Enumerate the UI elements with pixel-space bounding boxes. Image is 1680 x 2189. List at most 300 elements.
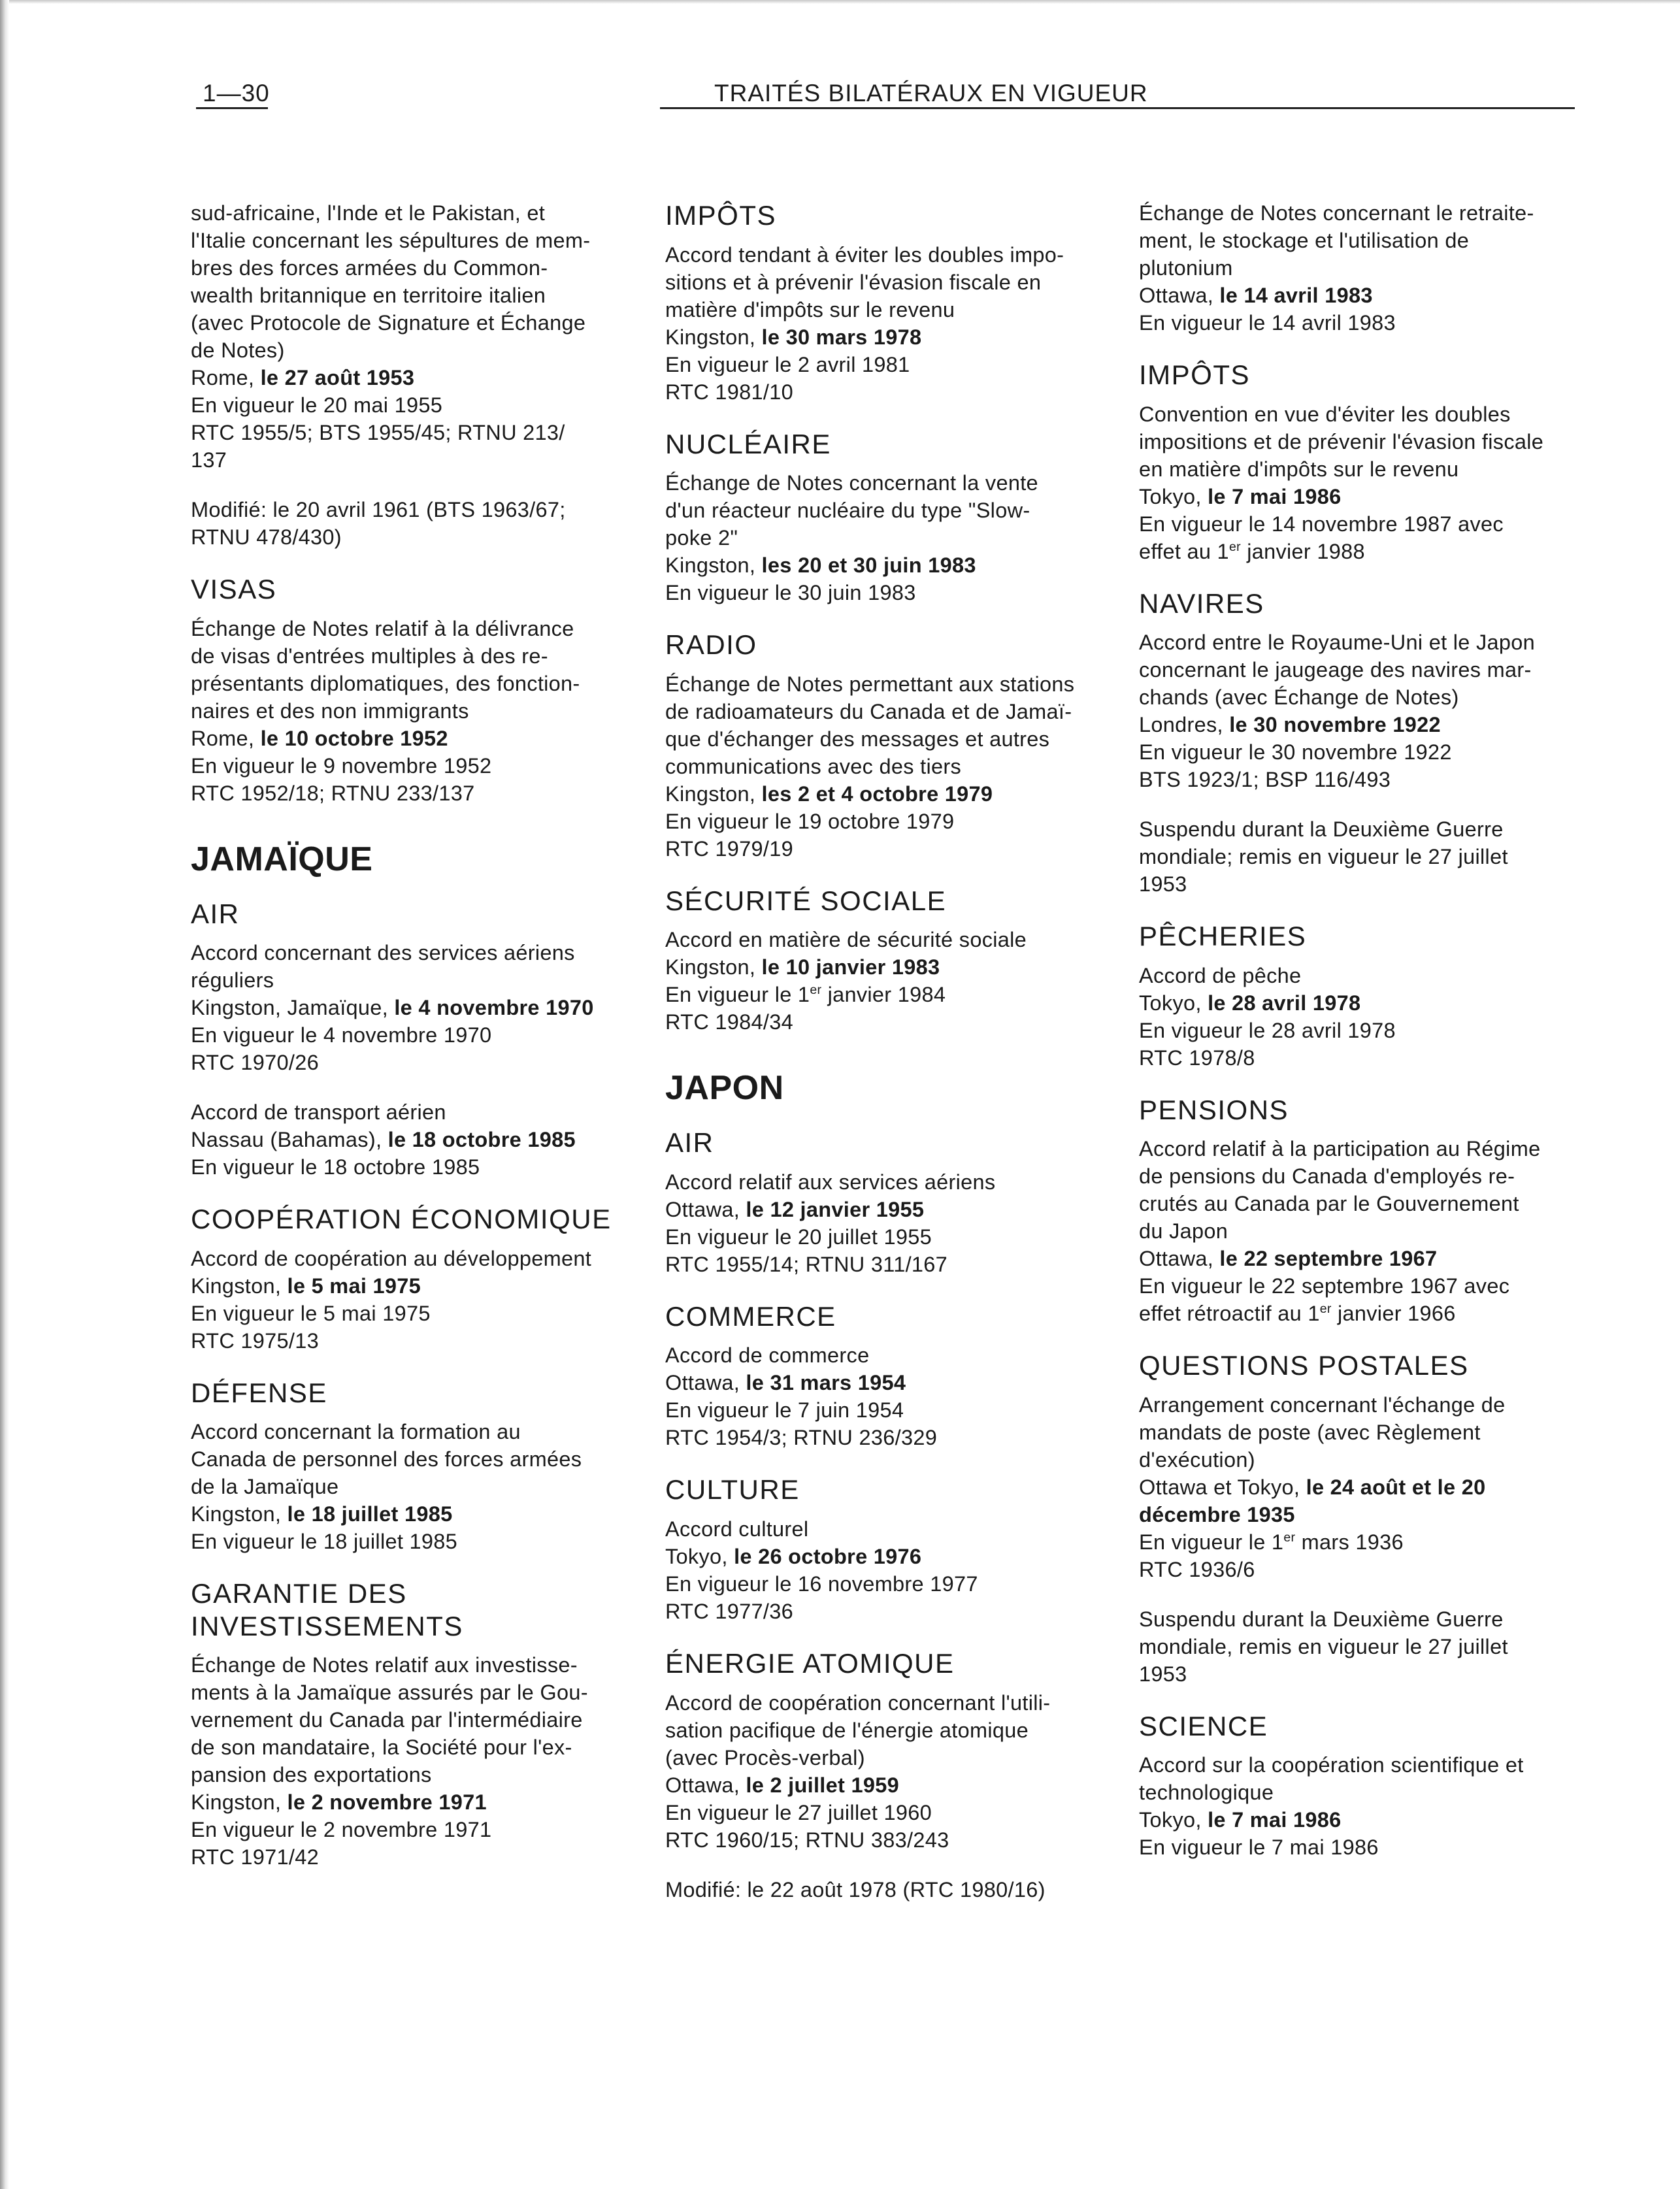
entry-line xyxy=(1139,843,1596,870)
signature-date: le 30 mars 1978 xyxy=(761,325,922,349)
running-title: TRAITÉS BILATÉRAUX EN VIGUEUR xyxy=(714,80,1148,107)
entry-line xyxy=(665,1876,1123,1903)
entry-line xyxy=(665,835,1123,863)
entry-line xyxy=(1139,962,1596,989)
entry-line xyxy=(1139,989,1596,1017)
entry-text: de visas d'entrées multiples à des re- xyxy=(191,644,548,668)
entry-line xyxy=(1139,309,1596,337)
entry-text: Tokyo, xyxy=(1139,484,1208,508)
entry-line xyxy=(665,725,1123,753)
signature-date: le 14 avril 1983 xyxy=(1219,284,1373,307)
entry-line xyxy=(1139,1528,1596,1556)
treaty-entry xyxy=(191,1418,648,1555)
entry-line xyxy=(665,378,1123,406)
entry-line xyxy=(1139,683,1596,711)
subject-heading: CULTURE xyxy=(665,1474,800,1506)
entry-line xyxy=(1139,1044,1596,1072)
entry-line xyxy=(665,1717,1123,1744)
entry-line xyxy=(1139,711,1596,738)
entry-line xyxy=(191,642,648,670)
entry-line xyxy=(1139,401,1596,428)
entry-text: Tokyo, xyxy=(1139,1808,1208,1832)
entry-line xyxy=(191,1126,648,1153)
entry-line xyxy=(665,1341,1123,1369)
entry-line xyxy=(1139,1272,1596,1300)
entry-line xyxy=(1139,455,1596,483)
entry-text: ment, le stockage et l'utilisation de xyxy=(1139,229,1470,252)
subject-heading: RADIO xyxy=(665,629,757,661)
entry-text: En vigueur le 16 novembre 1977 xyxy=(665,1572,978,1596)
subject-heading: VISAS xyxy=(191,574,277,604)
entry-text: En vigueur le 2 novembre 1971 xyxy=(191,1818,492,1842)
entry-text: de son mandataire, la Société pour l'ex- xyxy=(191,1736,572,1760)
entry-line xyxy=(191,1445,648,1473)
entry-text: Arrangement concernant l'échange de xyxy=(1139,1392,1506,1417)
entry-text: En vigueur le 14 avril 1983 xyxy=(1139,311,1396,335)
entry-line xyxy=(191,199,648,227)
entry-text: RTC 1984/34 xyxy=(665,1010,794,1034)
entry-line xyxy=(1139,1217,1596,1245)
entry-line xyxy=(1139,1245,1596,1272)
entry-text: Accord sur la coopération scientifique et xyxy=(1139,1753,1524,1777)
treaty-entry xyxy=(1139,815,1596,898)
entry-text: pansion des exportations xyxy=(191,1763,432,1787)
entry-text: Kingston, xyxy=(665,553,762,578)
entry-text: crutés au Canada par le Gouvernement xyxy=(1139,1192,1519,1216)
entry-line xyxy=(1139,1633,1596,1660)
entry-line xyxy=(1139,199,1596,227)
entry-text: RTC 1975/13 xyxy=(191,1328,320,1353)
running-header xyxy=(196,77,1575,110)
entry-text: l'Italie concernant les sépultures de mem- xyxy=(191,229,591,252)
entry-text: d'un réacteur nucléaire du type "Slow- xyxy=(665,499,1030,523)
subject-heading: IMPÔTS xyxy=(665,200,777,231)
entry-text: En vigueur le 27 juillet 1960 xyxy=(665,1800,932,1824)
entry-text: BTS 1923/1; BSP 116/493 xyxy=(1139,768,1391,792)
entry-text: RTC 1970/26 xyxy=(191,1051,320,1075)
header-rule xyxy=(660,107,1575,109)
entry-text: Kingston, xyxy=(191,1790,288,1815)
entry-line xyxy=(191,1272,648,1300)
entry-line xyxy=(1139,738,1596,766)
subject-heading: GARANTIE DES INVESTISSEMENTS xyxy=(191,1578,463,1641)
entry-line xyxy=(1139,870,1596,898)
entry-line xyxy=(1139,227,1596,254)
entry-line xyxy=(191,752,648,780)
entry-line xyxy=(665,808,1123,835)
entry-line xyxy=(665,670,1123,698)
entry-line xyxy=(191,1651,648,1679)
entry-line xyxy=(1139,1017,1596,1044)
entry-text: Kingston, xyxy=(191,1502,288,1526)
entry-line xyxy=(1139,1419,1596,1446)
entry-line xyxy=(191,670,648,697)
entry-line xyxy=(1139,538,1596,565)
page-number: 1—30 xyxy=(203,80,270,107)
entry-line xyxy=(665,241,1123,269)
entry-text: Accord culturel xyxy=(665,1517,809,1541)
entry-text: Kingston, xyxy=(191,1274,288,1298)
subject-heading: ÉNERGIE ATOMIQUE xyxy=(665,1648,955,1679)
treaty-entry xyxy=(665,1168,1123,1278)
entry-text: Échange de Notes concernant le retraite- xyxy=(1139,201,1534,225)
entry-text: RTC 1955/14; RTNU 311/167 xyxy=(665,1252,948,1276)
entry-text: 1953 xyxy=(1139,872,1187,897)
signature-date: le 10 janvier 1983 xyxy=(761,955,940,979)
signature-date: le 4 novembre 1970 xyxy=(394,996,594,1020)
entry-text: Tokyo, xyxy=(665,1545,734,1569)
signature-date: le 24 août et le 20 xyxy=(1306,1475,1486,1499)
entry-text: sud-africaine, l'Inde et le Pakistan, et xyxy=(191,201,546,225)
entry-line xyxy=(191,1734,648,1761)
entry-text: Rome, xyxy=(191,366,261,389)
entry-text: Modifié: le 20 avril 1961 (BTS 1963/67; xyxy=(191,498,566,521)
entry-text: RTC 1977/36 xyxy=(665,1600,794,1624)
entry-line xyxy=(665,469,1123,497)
entry-line xyxy=(665,351,1123,378)
entry-line xyxy=(191,725,648,752)
scan-edge-left xyxy=(0,0,9,2189)
treaty-entry xyxy=(665,926,1123,1036)
entry-text: Kingston, xyxy=(665,782,762,806)
entry-text: Accord relatif à la participation au Régime xyxy=(1139,1137,1541,1161)
entry-line xyxy=(665,497,1123,524)
entry-text: bres des forces armées du Common- xyxy=(191,256,548,280)
entry-text: effet au 1 xyxy=(1139,539,1229,563)
entry-text: Londres, xyxy=(1139,713,1230,737)
entry-line xyxy=(191,780,648,807)
subject-heading: COMMERCE xyxy=(665,1300,836,1332)
entry-text: Accord concernant la formation au xyxy=(191,1420,521,1444)
entry-text: RTC 1978/8 xyxy=(1139,1045,1255,1070)
entry-line xyxy=(1139,1556,1596,1583)
entry-text: que d'échanger des messages et autres xyxy=(665,727,1050,751)
entry-text: poke 2" xyxy=(665,526,738,550)
entry-line xyxy=(665,1826,1123,1854)
signature-date: le 31 mars 1954 xyxy=(746,1371,906,1395)
entry-line xyxy=(191,1021,648,1049)
entry-text: communications avec des tiers xyxy=(665,754,962,778)
entry-text: matière d'impôts sur le revenu xyxy=(665,297,955,321)
entry-line xyxy=(191,994,648,1021)
entry-text: Canada de personnel des forces armées xyxy=(191,1447,582,1472)
entry-line xyxy=(665,1771,1123,1799)
entry-text: En vigueur le 1 xyxy=(1139,1530,1284,1554)
superscript: er xyxy=(1283,1530,1296,1545)
signature-date: le 7 mai 1986 xyxy=(1208,1808,1342,1832)
entry-line xyxy=(191,966,648,994)
signature-date: les 20 et 30 juin 1983 xyxy=(761,553,976,578)
entry-line xyxy=(665,1744,1123,1771)
entry-text: Échange de Notes concernant la vente xyxy=(665,471,1038,495)
entry-text: En vigueur le 9 novembre 1952 xyxy=(191,753,492,778)
entry-text: Accord de coopération concernant l'utili- xyxy=(665,1690,1051,1715)
entry-text: naires et des non immigrants xyxy=(191,699,469,723)
entry-text: ments à la Jamaïque assurés par le Gou- xyxy=(191,1681,588,1705)
entry-text: en matière d'impôts sur le revenu xyxy=(1139,457,1459,481)
subject-heading: COOPÉRATION ÉCONOMIQUE xyxy=(191,1204,612,1235)
entry-text: En vigueur le 4 novembre 1970 xyxy=(191,1023,492,1047)
entry-line xyxy=(665,323,1123,351)
entry-line xyxy=(191,282,648,309)
entry-line xyxy=(1139,1446,1596,1473)
treaty-entry xyxy=(191,199,648,474)
entry-line xyxy=(191,1528,648,1555)
entry-text: RTC 1955/5; BTS 1955/45; RTNU 213/ xyxy=(191,421,565,444)
text-column-3 xyxy=(1139,199,1596,1883)
entry-line xyxy=(191,1788,648,1816)
entry-line xyxy=(665,753,1123,780)
entry-line xyxy=(665,1570,1123,1598)
entry-line xyxy=(191,1327,648,1355)
entry-line xyxy=(665,1223,1123,1251)
entry-text: concernant le jaugeage des navires mar- xyxy=(1139,658,1532,682)
entry-text: En vigueur le 30 novembre 1922 xyxy=(1139,740,1452,765)
entry-text: janvier 1966 xyxy=(1331,1302,1456,1326)
entry-text: En vigueur le 5 mai 1975 xyxy=(191,1301,431,1325)
entry-line xyxy=(665,551,1123,579)
entry-text: Ottawa et Tokyo, xyxy=(1139,1475,1306,1499)
entry-line xyxy=(1139,1135,1596,1162)
entry-line xyxy=(1139,1605,1596,1633)
entry-line xyxy=(191,1843,648,1871)
entry-text: Échange de Notes permettant aux stations xyxy=(665,672,1075,696)
treaty-entry xyxy=(665,241,1123,406)
entry-text: mandats de poste (avec Règlement xyxy=(1139,1420,1481,1444)
entry-line xyxy=(191,1418,648,1445)
entry-line xyxy=(665,953,1123,981)
entry-text: Convention en vue d'éviter les doubles xyxy=(1139,402,1511,426)
entry-text: Accord de transport aérien xyxy=(191,1100,446,1125)
subject-heading: AIR xyxy=(665,1127,714,1159)
entry-text: (avec Procès-verbal) xyxy=(665,1745,865,1769)
entry-line xyxy=(191,391,648,419)
entry-line xyxy=(191,227,648,254)
entry-text: Modifié: le 22 août 1978 (RTC 1980/16) xyxy=(665,1877,1046,1901)
entry-line xyxy=(665,1008,1123,1036)
entry-line xyxy=(191,523,648,551)
entry-text: mondiale; remis en vigueur le 27 juillet xyxy=(1139,845,1508,869)
signature-date: le 7 mai 1986 xyxy=(1208,484,1342,508)
treaty-entry xyxy=(1139,1135,1596,1327)
entry-text: Accord de commerce xyxy=(665,1343,870,1368)
entry-text: de radioamateurs du Canada et de Jamaï- xyxy=(665,699,1072,723)
entry-line xyxy=(1139,1300,1596,1327)
entry-text: RTC 1981/10 xyxy=(665,380,794,404)
entry-line xyxy=(665,1396,1123,1424)
entry-text: effet rétroactif au 1 xyxy=(1139,1302,1320,1326)
treaty-entry xyxy=(191,939,648,1076)
entry-line xyxy=(191,1500,648,1528)
signature-date: le 22 septembre 1967 xyxy=(1219,1247,1438,1271)
entry-text: Ottawa, xyxy=(1139,284,1220,307)
text-column-2 xyxy=(665,199,1123,1926)
treaty-entry xyxy=(665,1515,1123,1625)
entry-text: wealth britannique en territoire italien xyxy=(191,284,546,307)
entry-text: Accord entre le Royaume-Uni et le Japon xyxy=(1139,631,1536,655)
entry-text: chands (avec Échange de Notes) xyxy=(1139,685,1459,710)
entry-line xyxy=(1139,1779,1596,1806)
entry-text: En vigueur le 7 mai 1986 xyxy=(1139,1835,1379,1860)
entry-line xyxy=(665,1369,1123,1396)
entry-text: Ottawa, xyxy=(1139,1247,1220,1271)
entry-text: RTC 1936/6 xyxy=(1139,1557,1255,1581)
subject-heading: NAVIRES xyxy=(1139,587,1264,619)
entry-text: En vigueur le 19 octobre 1979 xyxy=(665,809,955,833)
entry-text: RTC 1954/3; RTNU 236/329 xyxy=(665,1426,938,1450)
entry-text: Suspendu durant la Deuxième Guerre xyxy=(1139,817,1504,842)
entry-line xyxy=(1139,428,1596,455)
treaty-entry xyxy=(1139,401,1596,565)
treaty-entry xyxy=(1139,1605,1596,1688)
subject-heading: IMPÔTS xyxy=(1139,359,1251,390)
treaty-entry xyxy=(1139,1391,1596,1583)
entry-line xyxy=(665,1799,1123,1826)
treaty-entry xyxy=(665,670,1123,863)
entry-line xyxy=(191,1816,648,1843)
entry-text: RTC 1971/42 xyxy=(191,1845,320,1869)
subject-heading: SCIENCE xyxy=(1139,1710,1268,1741)
entry-text: 1953 xyxy=(1139,1662,1187,1686)
treaty-entry xyxy=(191,615,648,807)
entry-line xyxy=(191,1049,648,1076)
subject-heading: SÉCURITÉ SOCIALE xyxy=(665,885,947,916)
entry-text: réguliers xyxy=(191,968,274,993)
treaty-entry xyxy=(665,1341,1123,1451)
entry-text: Nassau (Bahamas), xyxy=(191,1128,388,1152)
entry-text: RTC 1979/19 xyxy=(665,836,794,861)
signature-date: le 30 novembre 1922 xyxy=(1229,713,1441,737)
subject-heading: PÊCHERIES xyxy=(1139,921,1307,952)
subject-heading: PENSIONS xyxy=(1139,1094,1289,1125)
entry-text: Accord de pêche xyxy=(1139,963,1302,987)
entry-text: Ottawa, xyxy=(665,1773,746,1797)
entry-line xyxy=(191,697,648,725)
entry-line xyxy=(191,496,648,523)
entry-text: RTC 1960/15; RTNU 383/243 xyxy=(665,1828,949,1852)
entry-line xyxy=(1139,629,1596,656)
entry-text: de Notes) xyxy=(191,338,285,362)
signature-date: le 18 juillet 1985 xyxy=(287,1502,453,1526)
signature-date: le 18 octobre 1985 xyxy=(387,1128,576,1152)
entry-text: d'exécution) xyxy=(1139,1447,1255,1472)
signature-date: le 10 octobre 1952 xyxy=(260,726,448,750)
entry-text: de la Jamaïque xyxy=(191,1475,339,1499)
treaty-entry xyxy=(1139,199,1596,337)
signature-date: le 2 juillet 1959 xyxy=(746,1773,899,1797)
signature-date: le 2 novembre 1971 xyxy=(287,1790,487,1815)
entry-text: Échange de Notes relatif aux investisse- xyxy=(191,1653,578,1677)
entry-text: En vigueur le 18 juillet 1985 xyxy=(191,1530,457,1554)
subject-heading: AIR xyxy=(191,898,240,929)
subject-heading: QUESTIONS POSTALES xyxy=(1139,1350,1469,1381)
entry-line xyxy=(1139,1834,1596,1861)
treaty-entry xyxy=(665,1689,1123,1854)
entry-line xyxy=(665,524,1123,551)
entry-text: Tokyo, xyxy=(1139,991,1208,1015)
entry-line xyxy=(1139,254,1596,282)
entry-line xyxy=(1139,1660,1596,1688)
superscript: er xyxy=(1319,1302,1332,1317)
entry-line xyxy=(191,615,648,642)
entry-line xyxy=(1139,1751,1596,1779)
entry-line xyxy=(191,1706,648,1734)
entry-text: Kingston, xyxy=(665,955,762,979)
entry-line xyxy=(1139,1162,1596,1190)
entry-line xyxy=(665,1689,1123,1717)
entry-line xyxy=(665,926,1123,953)
entry-line xyxy=(665,1424,1123,1451)
entry-line xyxy=(1139,656,1596,683)
entry-line xyxy=(1139,1190,1596,1217)
entry-text: sitions et à prévenir l'évasion fiscale en xyxy=(665,270,1042,294)
entry-text: mars 1936 xyxy=(1295,1530,1404,1554)
entry-line xyxy=(191,309,648,337)
entry-text: du Japon xyxy=(1139,1219,1228,1243)
entry-text: de pensions du Canada d'employés re- xyxy=(1139,1164,1515,1189)
entry-line xyxy=(1139,815,1596,843)
signature-date: le 5 mai 1975 xyxy=(287,1274,421,1298)
entry-line xyxy=(665,981,1123,1008)
entry-text: technologique xyxy=(1139,1781,1274,1805)
entry-text: En vigueur le 28 avril 1978 xyxy=(1139,1018,1396,1042)
entry-text: RTC 1952/18; RTNU 233/137 xyxy=(191,781,475,805)
superscript: er xyxy=(1228,539,1241,554)
treaty-entry xyxy=(191,1245,648,1355)
entry-text: Accord en matière de sécurité sociale xyxy=(665,928,1027,952)
entry-text: janvier 1988 xyxy=(1240,539,1365,563)
treaty-entry xyxy=(191,1098,648,1181)
signature-date: le 27 août 1953 xyxy=(260,366,415,389)
entry-text: En vigueur le 30 juin 1983 xyxy=(665,581,916,605)
entry-line xyxy=(1139,1501,1596,1528)
entry-line xyxy=(191,1300,648,1327)
entry-line xyxy=(665,1543,1123,1570)
entry-line xyxy=(191,419,648,446)
country-heading: JAPON xyxy=(665,1069,784,1108)
entry-text: mondiale, remis en vigueur le 27 juillet xyxy=(1139,1634,1508,1658)
signature-date: le 12 janvier 1955 xyxy=(746,1197,925,1221)
header-rule xyxy=(196,107,268,109)
entry-text: sation pacifique de l'énergie atomique xyxy=(665,1718,1029,1742)
entry-text: (avec Protocole de Signature et Échange xyxy=(191,311,586,335)
treaty-entry xyxy=(1139,629,1596,793)
entry-line xyxy=(191,1245,648,1272)
country-heading: JAMAÏQUE xyxy=(191,840,373,878)
entry-line xyxy=(665,1168,1123,1196)
entry-text: Échange de Notes relatif à la délivrance xyxy=(191,616,574,640)
entry-text: impositions et de prévenir l'évasion fiscale xyxy=(1139,429,1544,453)
entry-line xyxy=(665,1515,1123,1543)
entry-line xyxy=(191,446,648,474)
entry-line xyxy=(191,254,648,282)
treaty-entry xyxy=(191,1651,648,1871)
entry-text: RTNU 478/430) xyxy=(191,525,342,549)
entry-line xyxy=(665,1196,1123,1223)
entry-line xyxy=(191,1761,648,1788)
treaty-entry xyxy=(665,469,1123,606)
treaty-entry xyxy=(665,1876,1123,1903)
entry-text: janvier 1984 xyxy=(821,983,946,1007)
entry-line xyxy=(1139,1473,1596,1501)
entry-text: plutonium xyxy=(1139,256,1233,280)
entry-text: présentants diplomatiques, des fonction- xyxy=(191,671,580,695)
entry-text: Ottawa, xyxy=(665,1371,746,1395)
entry-text: En vigueur le 20 juillet 1955 xyxy=(665,1225,932,1249)
entry-line xyxy=(665,1598,1123,1625)
entry-text: En vigueur le 2 avril 1981 xyxy=(665,352,910,376)
entry-text: En vigueur le 14 novembre 1987 avec xyxy=(1139,512,1504,536)
